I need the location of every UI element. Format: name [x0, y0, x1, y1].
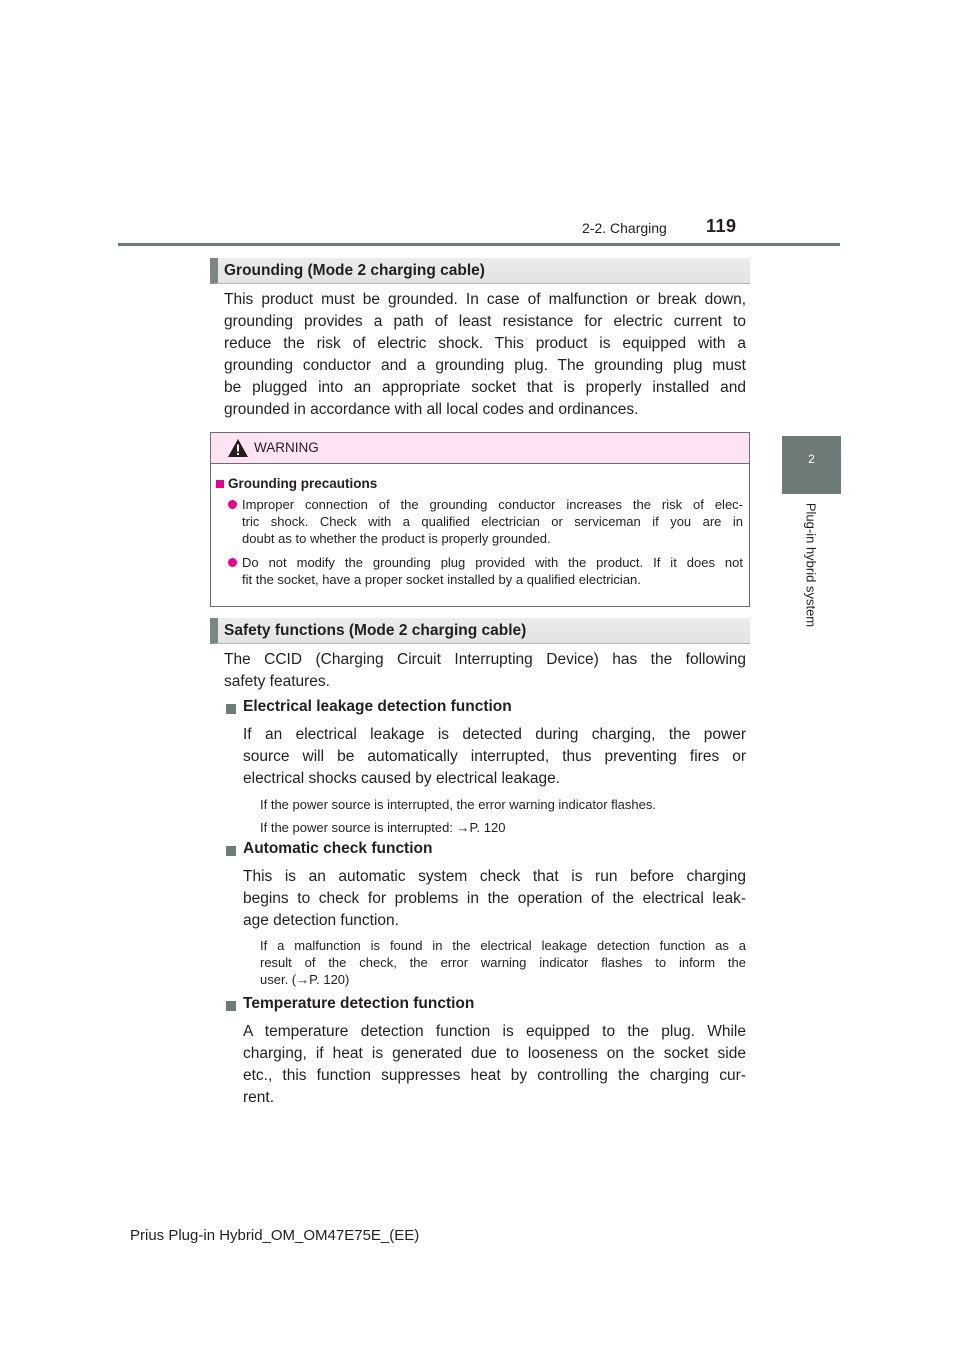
text-line: Improper connection of the grounding conductor increases the risk of elec-	[242, 497, 743, 512]
grounding-heading	[210, 258, 750, 284]
dot-bullet-icon	[228, 500, 237, 509]
chapter-number: 2	[808, 452, 815, 466]
text-line: etc., this function suppresses heat by controlling the charging cur-	[243, 1067, 746, 1084]
text-line: reduce the risk of electric shock. This product is equipped with a	[224, 335, 746, 352]
leakage-note: If the power source is interrupted: →P. 120	[260, 820, 506, 835]
temperature-heading: Temperature detection function	[243, 995, 475, 1012]
text-line: If an electrical leakage is detected during charging, the power	[243, 726, 746, 743]
warning-item	[242, 554, 743, 588]
dot-bullet-icon	[228, 558, 237, 567]
header-rule	[118, 243, 840, 246]
text-line: be plugged into an appropriate socket that is properly installed and	[224, 379, 746, 396]
text-line: age detection function.	[243, 912, 399, 929]
warning-triangle-icon	[227, 438, 249, 458]
safety-heading	[210, 618, 750, 644]
safety-heading-text: Safety functions (Mode 2 charging cable)	[224, 622, 527, 639]
text-line: user. (→P. 120)	[260, 972, 350, 987]
text-line: tric shock. Check with a qualified electrician or serviceman if you are in	[242, 514, 743, 529]
section-title: 2-2. Charging	[582, 220, 667, 236]
text-line: This product must be grounded. In case of malfunction or break down,	[224, 291, 746, 308]
text-line: A temperature detection function is equipped to the plug. While	[243, 1023, 746, 1040]
page-number: 119	[706, 216, 737, 236]
leakage-paragraph	[243, 724, 746, 790]
square-bullet-icon	[226, 704, 236, 714]
text-line: electrical shocks caused by electrical leakage.	[243, 770, 561, 787]
warning-box	[210, 432, 750, 607]
text-line: This is an automatic system check that is run before charging	[243, 868, 746, 885]
grounding-paragraph	[224, 289, 746, 421]
text-line: safety features.	[224, 673, 330, 690]
chapter-label: Plug-in hybrid system	[803, 502, 819, 628]
warning-item	[242, 496, 743, 547]
leakage-heading: Electrical leakage detection function	[243, 698, 512, 715]
temperature-paragraph	[243, 1021, 746, 1109]
text-line: doubt as to whether the product is properly grounded.	[242, 531, 551, 546]
text-line: The CCID (Charging Circuit Interrupting Device) has the following	[224, 651, 746, 668]
text-line: grounding provides a path of least resistance for electric current to	[224, 313, 746, 330]
auto-check-note	[260, 937, 746, 988]
document-footer: Prius Plug-in Hybrid_OM_OM47E75E_(EE)	[130, 1227, 420, 1244]
text-line: begins to check for problems in the operation of the electrical leak-	[243, 890, 746, 907]
grounding-heading-text: Grounding (Mode 2 charging cable)	[224, 262, 485, 279]
auto-check-heading: Automatic check function	[243, 840, 433, 857]
text-line: grounding conductor and a grounding plug. The grounding plug must	[224, 357, 746, 374]
warning-subtitle: Grounding precautions	[228, 476, 378, 491]
square-bullet-icon	[226, 1001, 236, 1011]
warning-title: WARNING	[254, 440, 319, 455]
text-line: result of the check, the error warning indicator flashes to inform the	[260, 955, 746, 970]
leakage-note: If the power source is interrupted, the error warning indicator flashes.	[260, 797, 656, 812]
warning-header	[211, 433, 749, 464]
text-line: grounded in accordance with all local codes and ordinances.	[224, 401, 639, 418]
square-bullet-icon	[216, 480, 224, 488]
text-line: Do not modify the grounding plug provided with the product. If it does not	[242, 555, 743, 570]
auto-check-paragraph	[243, 866, 746, 932]
text-line: charging, if heat is generated due to looseness on the socket side	[243, 1045, 746, 1062]
text-line: fit the socket, have a proper socket installed by a qualified electrician.	[242, 572, 641, 587]
text-line: rent.	[243, 1089, 275, 1106]
safety-intro	[224, 649, 746, 693]
text-line: source will be automatically interrupted, thus preventing fires or	[243, 748, 746, 765]
text-line: If a malfunction is found in the electrical leakage detection function as a	[260, 938, 746, 953]
square-bullet-icon	[226, 846, 236, 856]
